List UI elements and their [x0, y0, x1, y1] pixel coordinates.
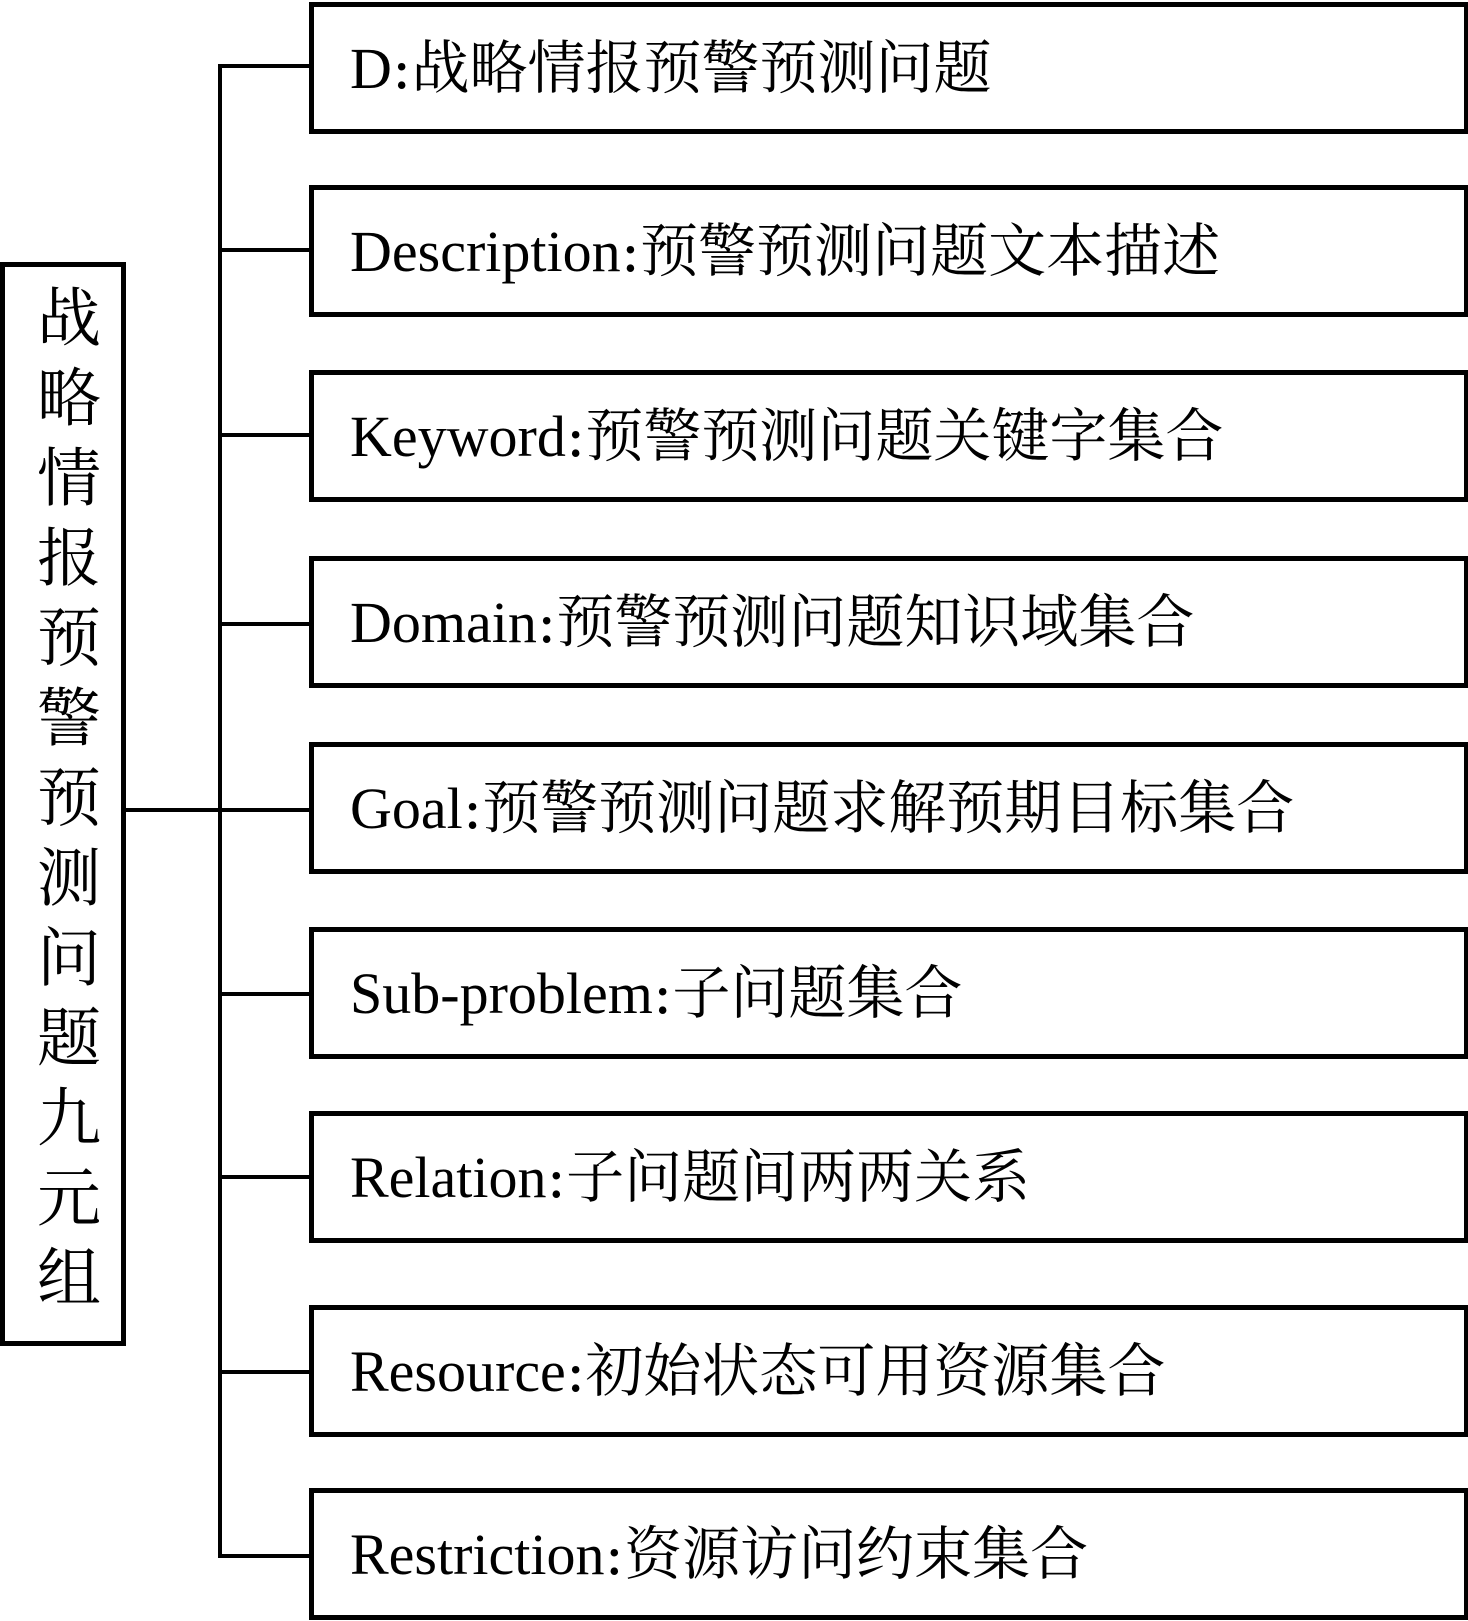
item-resource [309, 1305, 1468, 1437]
root-label: 战略情报预警预测问题九元组 [26, 284, 100, 1324]
item-key: D [350, 35, 392, 101]
root-node [0, 262, 126, 1346]
item-domain [309, 556, 1468, 688]
item-separator: : [620, 216, 641, 285]
item-separator: : [565, 401, 586, 470]
item-description [309, 185, 1468, 317]
item-keyword [309, 370, 1468, 502]
item-desc: 初始状态可用资源集合 [585, 1336, 1166, 1405]
item-key: Domain [350, 589, 537, 655]
item-separator: : [462, 773, 483, 842]
branch-line [218, 992, 309, 996]
item-separator: : [391, 33, 412, 102]
item-sub-problem [309, 927, 1468, 1059]
item-desc: 战略情报预警预测问题 [411, 33, 992, 102]
item-desc: 子问题间两两关系 [566, 1142, 1031, 1211]
root-connector [126, 808, 222, 812]
item-desc: 预警预测问题知识域集合 [556, 587, 1195, 656]
branch-line [218, 64, 309, 68]
item-restriction [309, 1488, 1468, 1620]
branch-line [218, 248, 309, 252]
branch-line [218, 622, 309, 626]
item-desc: 资源访问约束集合 [624, 1519, 1089, 1588]
item-relation [309, 1111, 1468, 1243]
item-desc: 预警预测问题文本描述 [640, 216, 1221, 285]
item-desc: 预警预测问题求解预期目标集合 [482, 773, 1295, 842]
item-key: Restriction [350, 1521, 605, 1587]
item-key: Description [350, 218, 621, 284]
item-goal [309, 742, 1468, 874]
branch-line [218, 1175, 309, 1179]
item-separator: : [546, 1142, 567, 1211]
item-separator: : [536, 587, 557, 656]
item-separator: : [565, 1336, 586, 1405]
item-key: Resource [350, 1338, 566, 1404]
item-key: Goal [350, 775, 463, 841]
item-key: Relation [350, 1144, 547, 1210]
item-desc: 子问题集合 [672, 958, 963, 1027]
item-separator: : [652, 958, 673, 1027]
item-key: Keyword [350, 403, 566, 469]
item-d [309, 2, 1468, 134]
item-key: Sub-problem [350, 960, 653, 1026]
branch-line [218, 1370, 309, 1374]
item-separator: : [604, 1519, 625, 1588]
branch-line [218, 433, 309, 437]
branch-line [218, 1554, 309, 1558]
branch-line [218, 808, 309, 812]
item-desc: 预警预测问题关键字集合 [585, 401, 1224, 470]
